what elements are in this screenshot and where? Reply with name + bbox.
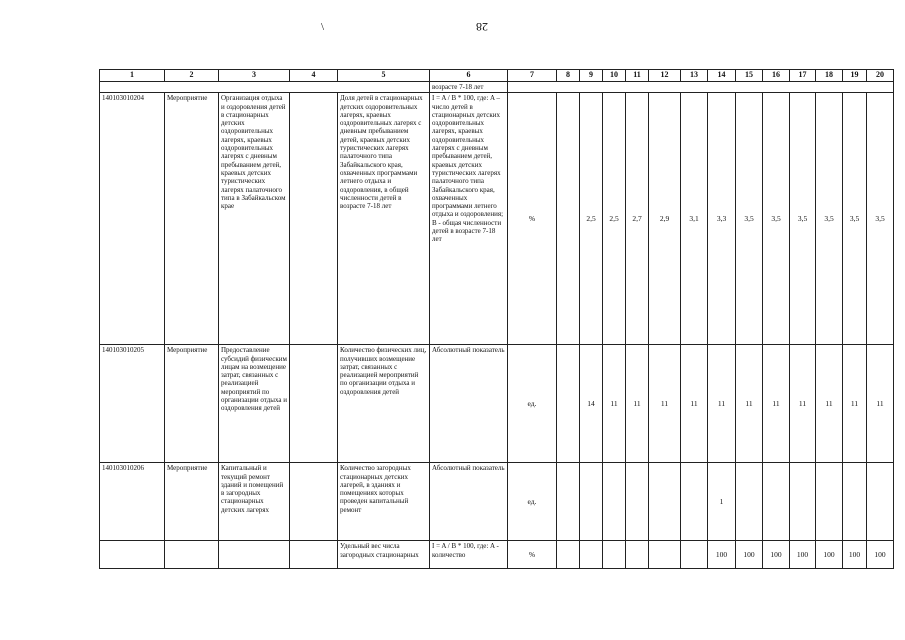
row-value: 11 (626, 345, 649, 463)
row-value (580, 463, 603, 541)
carryover-blank (508, 82, 894, 93)
row-value: 11 (649, 345, 681, 463)
row-value: 3,5 (867, 93, 894, 345)
col-header: 20 (867, 70, 894, 82)
scan-mark: \ (321, 21, 325, 33)
row-value: 3,3 (708, 93, 736, 345)
row-value: 11 (843, 345, 867, 463)
col-header: 12 (649, 70, 681, 82)
row-value (649, 541, 681, 569)
row-col4 (290, 541, 338, 569)
row-value (816, 463, 843, 541)
col-header: 5 (338, 70, 430, 82)
col-header: 1 (100, 70, 165, 82)
row-col4 (290, 463, 338, 541)
row-name (219, 541, 290, 569)
table-row (100, 463, 894, 541)
row-value (736, 463, 763, 541)
row-value (867, 463, 894, 541)
row-indicator: Удельный вес числа загородных стационарных (338, 541, 430, 569)
row-method: I = A / B * 100, где: A – число детей в стационарных детских оздоровительных лагерях, краевых оздоровительных лагерях с дневным пребыванием детей, краевых детских туристических лагерях палаточного типа Забайкальского края, охваченных программами летнего отдыха и оздоровления; B - общая численности детей в возрасте 7-18 лет (430, 93, 508, 345)
row-value: 100 (790, 541, 816, 569)
col-header: 10 (603, 70, 626, 82)
row-value (557, 93, 580, 345)
row-value (603, 463, 626, 541)
row-value: 3,5 (763, 93, 790, 345)
row-value: 3,5 (790, 93, 816, 345)
row-value (843, 463, 867, 541)
row-type: Мероприятие (165, 345, 219, 463)
row-value (681, 463, 708, 541)
col-header: 13 (681, 70, 708, 82)
row-code: 140103010206 (100, 463, 165, 541)
row-method: Абсолютный показатель (430, 345, 508, 463)
row-value (681, 541, 708, 569)
col-header: 18 (816, 70, 843, 82)
row-value: 2,7 (626, 93, 649, 345)
row-value: 11 (790, 345, 816, 463)
row-type: Мероприятие (165, 463, 219, 541)
row-value: 2,9 (649, 93, 681, 345)
table-row (100, 541, 894, 569)
row-value (649, 463, 681, 541)
row-value: 14 (580, 345, 603, 463)
row-col4 (290, 93, 338, 345)
row-value (626, 463, 649, 541)
row-value: 11 (816, 345, 843, 463)
page-number: 28 (476, 20, 488, 34)
row-indicator: Количество физических лиц, получивших возмещение затрат, связанных с реализацией мероприятий по организации отдыха и оздоровления детей (338, 345, 430, 463)
row-value (603, 541, 626, 569)
row-value: 3,5 (843, 93, 867, 345)
row-value: 3,1 (681, 93, 708, 345)
row-value: 100 (816, 541, 843, 569)
row-method: Абсолютный показатель (430, 463, 508, 541)
col-header: 4 (290, 70, 338, 82)
col-header: 11 (626, 70, 649, 82)
row-value: 3,5 (736, 93, 763, 345)
row-value (790, 463, 816, 541)
col-header: 15 (736, 70, 763, 82)
col-header: 19 (843, 70, 867, 82)
col-header: 14 (708, 70, 736, 82)
row-value: 2,5 (603, 93, 626, 345)
row-name: Организация отдыха и оздоровления детей в стационарных детских оздоровительных лагерях, краевых оздоровительных лагерях с дневным пребыванием детей, краевых детских туристических лагерях палаточного типа в Забайкальском крае (219, 93, 290, 345)
row-value (763, 463, 790, 541)
row-value: 11 (708, 345, 736, 463)
row-method: I = A / B * 100, где: A - количество (430, 541, 508, 569)
row-value: 1 (708, 463, 736, 541)
row-col4 (290, 345, 338, 463)
carryover-blank (100, 82, 430, 93)
row-value: 11 (736, 345, 763, 463)
row-value (557, 541, 580, 569)
row-name: Предоставление субсидий физическим лицам на возмещение затрат, связанных с реализацией мероприятий по организации отдыха и оздоровления детей (219, 345, 290, 463)
row-value: 100 (736, 541, 763, 569)
row-type (165, 541, 219, 569)
row-value (626, 541, 649, 569)
row-type: Мероприятие (165, 93, 219, 345)
col-header: 2 (165, 70, 219, 82)
row-value: 100 (843, 541, 867, 569)
col-header: 7 (508, 70, 557, 82)
col-header: 17 (790, 70, 816, 82)
row-unit: % (508, 541, 557, 569)
row-value: 11 (867, 345, 894, 463)
row-unit: ед. (508, 463, 557, 541)
table-row (100, 93, 894, 345)
row-indicator: Количество загородных стационарных детских лагерей, в зданиях и помещениях которых проведен капитальный ремонт (338, 463, 430, 541)
row-value: 100 (708, 541, 736, 569)
table-row (100, 345, 894, 463)
carryover-text: возрасте 7-18 лет (430, 82, 508, 93)
indicator-table (99, 69, 894, 569)
col-header: 9 (580, 70, 603, 82)
col-header: 16 (763, 70, 790, 82)
header-row (100, 70, 894, 82)
row-value: 100 (867, 541, 894, 569)
row-value: 11 (763, 345, 790, 463)
row-value: 11 (603, 345, 626, 463)
col-header: 6 (430, 70, 508, 82)
row-indicator: Доля детей в стационарных детских оздоровительных лагерях, краевых оздоровительных лагерях с дневным пребыванием детей, краевых детских туристических лагерях палаточного типа Забайкальского края, охваченных программами летнего отдыха и оздоровления, в общей численности детей в возрасте 7-18 лет (338, 93, 430, 345)
row-unit: % (508, 93, 557, 345)
row-code: 140103010204 (100, 93, 165, 345)
row-value: 11 (681, 345, 708, 463)
col-header: 8 (557, 70, 580, 82)
row-code: 140103010205 (100, 345, 165, 463)
row-unit: ед. (508, 345, 557, 463)
col-header: 3 (219, 70, 290, 82)
row-value: 2,5 (580, 93, 603, 345)
row-value (557, 463, 580, 541)
row-code (100, 541, 165, 569)
carryover-row (100, 82, 894, 93)
row-value: 3,5 (816, 93, 843, 345)
row-value (557, 345, 580, 463)
row-value: 100 (763, 541, 790, 569)
row-value (580, 541, 603, 569)
row-name: Капитальный и текущий ремонт зданий и помещений в загородных стационарных детских лагерях (219, 463, 290, 541)
